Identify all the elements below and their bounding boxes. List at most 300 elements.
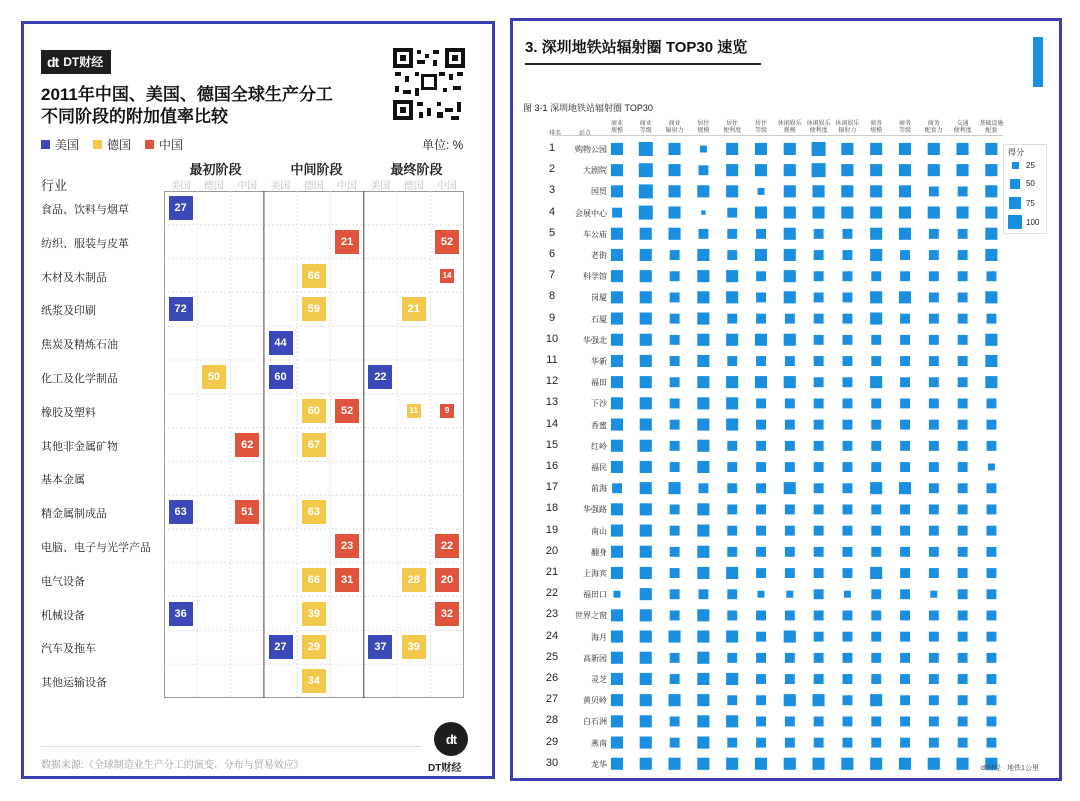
score-square [899, 143, 911, 155]
score-square [697, 376, 709, 388]
station-name: 大剧院 [583, 166, 607, 176]
legend-swatch-de [93, 140, 102, 149]
country-header: 美国 [170, 181, 191, 192]
score-square [640, 482, 652, 494]
station-name: 老街 [591, 251, 607, 260]
score-square [755, 334, 767, 346]
score-square [611, 737, 623, 749]
score-square [899, 482, 911, 494]
score-square [900, 420, 910, 430]
station-rank: 28 [545, 714, 559, 727]
score-square [929, 611, 939, 621]
score-square [813, 207, 825, 219]
score-square [612, 483, 622, 493]
score-square [871, 399, 881, 409]
score-square [785, 653, 795, 663]
score-square [812, 142, 826, 156]
score-square [755, 376, 767, 388]
unit-label: 单位: % [422, 138, 464, 152]
station-rank: 12 [545, 375, 559, 388]
score-square [611, 673, 623, 685]
station-header: 站点 [579, 131, 592, 137]
score-square [640, 440, 652, 452]
score-square [844, 591, 851, 598]
metric-header: 居住 规模 [697, 121, 710, 134]
score-square [640, 461, 652, 473]
score-square [985, 249, 997, 261]
score-square [669, 207, 681, 219]
score-square [841, 143, 853, 155]
score-square [871, 526, 881, 536]
score-square [958, 505, 968, 515]
score-square [640, 567, 652, 579]
value-cell: 28 [402, 568, 426, 592]
score-square [929, 229, 939, 239]
station-name: 岗厦 [591, 293, 607, 303]
score-square [958, 695, 968, 705]
score-square [987, 271, 997, 281]
legend-item-us [41, 136, 79, 153]
score-square [756, 611, 766, 621]
score-square [726, 673, 738, 685]
station-rank: 20 [545, 544, 559, 557]
score-square [639, 142, 653, 156]
score-square [957, 164, 969, 176]
score-square [900, 399, 910, 409]
station-rank: 25 [545, 650, 559, 663]
score-square [701, 210, 705, 214]
value-cell: 67 [302, 433, 326, 457]
station-rank: 1 [548, 142, 556, 154]
score-square [987, 738, 997, 748]
score-square [784, 270, 796, 282]
score-square [985, 207, 997, 219]
score-square [670, 314, 680, 324]
score-square [727, 611, 737, 621]
score-square [985, 334, 997, 346]
station-name: 福田口 [583, 590, 607, 600]
score-square [900, 505, 910, 515]
country-header: 美国 [270, 181, 291, 192]
station-name: 华新 [591, 357, 607, 366]
score-square [785, 611, 795, 621]
score-square [929, 271, 939, 281]
score-square [640, 694, 652, 706]
station-name: 燕南 [591, 738, 607, 748]
station-name: 黄贝岭 [583, 696, 607, 706]
score-square [640, 419, 652, 431]
score-square [670, 399, 680, 409]
station-name: 世界之窗 [575, 611, 607, 621]
score-square [640, 758, 652, 770]
score-square [843, 399, 853, 409]
score-square [843, 377, 853, 387]
figure-subtitle: 图 3-1 深圳地铁站辐射圈 TOP30 [523, 103, 653, 113]
score-square [670, 653, 680, 663]
score-square [871, 653, 881, 663]
score-square [900, 271, 910, 281]
score-square [900, 674, 910, 684]
score-square [987, 589, 997, 599]
score-square [611, 291, 623, 303]
score-square [785, 547, 795, 557]
score-square [785, 356, 795, 366]
country-header: 美国 [370, 181, 391, 192]
score-square [814, 356, 824, 366]
score-square [697, 694, 709, 706]
score-square [727, 441, 737, 451]
score-square [814, 399, 824, 409]
station-name: 香蜜 [591, 420, 607, 430]
score-square [900, 611, 910, 621]
station-rank: 5 [548, 226, 556, 239]
score-square [640, 673, 652, 685]
score-square [985, 228, 997, 240]
score-legend-value: 75 [1025, 198, 1035, 208]
industry-label: 其他运输设备 [41, 677, 107, 690]
score-square [843, 441, 853, 451]
score-square [611, 715, 623, 727]
score-square [611, 758, 623, 770]
right-chart-panel [510, 18, 1062, 781]
score-square [958, 420, 968, 430]
station-rank: 21 [545, 566, 559, 578]
station-rank: 8 [548, 290, 556, 303]
score-square [756, 695, 766, 705]
score-square [640, 546, 652, 558]
score-square [640, 249, 652, 261]
value-cell: 39 [302, 602, 326, 626]
score-square [756, 399, 766, 409]
score-square [726, 419, 738, 431]
score-square [871, 420, 881, 430]
score-legend-title: 得分 [1008, 148, 1024, 157]
score-square [756, 441, 766, 451]
score-square [985, 376, 997, 388]
score-square [987, 526, 997, 536]
section-heading: 3. 深圳地铁站辐射圈 TOP30 速览 [525, 39, 748, 56]
score-square [870, 185, 882, 197]
score-square [870, 313, 882, 325]
value-cell: 66 [302, 568, 326, 592]
industry-label: 电气设备 [41, 575, 85, 588]
score-square [899, 185, 911, 197]
stage-header-middle: 中间阶段 [290, 162, 343, 177]
industry-column-header: 行业 [41, 178, 68, 193]
score-square [669, 758, 681, 770]
score-square [640, 525, 652, 537]
score-square [758, 188, 765, 195]
value-cell: 60 [269, 365, 293, 389]
score-square [756, 420, 766, 430]
score-square [958, 335, 968, 345]
score-square [611, 249, 623, 261]
score-square [958, 462, 968, 472]
score-square [756, 229, 766, 239]
score-square [699, 229, 709, 239]
score-square [843, 483, 853, 493]
score-square [843, 420, 853, 430]
score-square [930, 591, 937, 598]
score-square [929, 695, 939, 705]
industry-label: 纸浆及印刷 [41, 305, 96, 318]
value-cell: 34 [302, 669, 326, 693]
station-name: 高新园 [583, 653, 607, 663]
score-square [640, 609, 652, 621]
score-square [870, 567, 882, 579]
score-square [987, 547, 997, 557]
score-square [987, 568, 997, 578]
score-square [640, 334, 652, 346]
score-square [756, 568, 766, 578]
score-square [957, 207, 969, 219]
score-square [988, 464, 995, 471]
industry-label: 电脑、电子与光学产品 [41, 541, 151, 554]
industry-label: 其他非金属矿物 [41, 440, 118, 453]
score-square [697, 440, 709, 452]
chart-title [41, 84, 333, 128]
station-rank: 6 [548, 248, 556, 260]
score-square [727, 250, 737, 260]
right-footer: dt财经 · 地铁1公里 [981, 765, 1039, 772]
score-square [871, 632, 881, 642]
score-square [785, 420, 795, 430]
score-square [871, 441, 881, 451]
score-square [843, 611, 853, 621]
score-square [755, 143, 767, 155]
station-rank: 3 [548, 184, 556, 197]
value-cell: 62 [235, 433, 259, 457]
value-cell: 21 [402, 297, 426, 321]
score-square [871, 356, 881, 366]
score-square [843, 547, 853, 557]
score-square [785, 738, 795, 748]
value-cell: 39 [402, 635, 426, 659]
score-square [929, 653, 939, 663]
score-square [640, 588, 652, 600]
score-grid [513, 21, 1065, 784]
score-square [756, 505, 766, 515]
station-name: 会展中心 [575, 208, 607, 218]
score-square [841, 207, 853, 219]
score-square [756, 717, 766, 727]
score-square [726, 143, 738, 155]
score-square [670, 526, 680, 536]
score-square [756, 271, 766, 281]
station-rank: 27 [545, 693, 559, 706]
score-square [726, 376, 738, 388]
score-square [727, 653, 737, 663]
score-square [843, 568, 853, 578]
score-square [755, 249, 767, 261]
score-square [958, 632, 968, 642]
score-square [669, 164, 681, 176]
value-cell: 63 [302, 500, 326, 524]
score-square [611, 419, 623, 431]
score-square [756, 526, 766, 536]
station-name: 车公庙 [583, 229, 607, 239]
score-square [669, 228, 681, 240]
score-square [727, 314, 737, 324]
score-square [900, 462, 910, 472]
score-square [843, 250, 853, 260]
score-square [899, 164, 911, 176]
score-square [670, 250, 680, 260]
station-name: 华强北 [583, 335, 607, 345]
country-header: 德国 [203, 181, 224, 192]
score-legend-item [1008, 215, 1039, 229]
score-square [611, 143, 623, 155]
score-square [785, 462, 795, 472]
score-square [814, 271, 824, 281]
station-name: 科学馆 [583, 272, 607, 282]
score-square [814, 250, 824, 260]
score-square [900, 377, 910, 387]
score-square [670, 589, 680, 599]
score-square [697, 673, 709, 685]
score-square [871, 271, 881, 281]
score-square [640, 355, 652, 367]
score-square [726, 334, 738, 346]
score-square [611, 334, 623, 346]
score-square [900, 250, 910, 260]
value-cell: 32 [435, 602, 459, 626]
score-square [987, 674, 997, 684]
score-square [843, 229, 853, 239]
score-square [611, 164, 623, 176]
score-square [640, 376, 652, 388]
score-square [899, 291, 911, 303]
score-square [843, 526, 853, 536]
score-square [611, 270, 623, 282]
station-name: 前海 [591, 484, 607, 494]
score-square [843, 695, 853, 705]
score-legend-swatch [1008, 215, 1022, 229]
score-square [639, 206, 653, 220]
score-square [756, 462, 766, 472]
score-square [870, 694, 882, 706]
value-cell: 14 [440, 269, 454, 283]
score-square [958, 187, 968, 197]
score-square [814, 547, 824, 557]
score-square [697, 737, 709, 749]
score-square [612, 208, 622, 218]
score-square [958, 356, 968, 366]
score-square [670, 462, 680, 472]
score-square [871, 505, 881, 515]
score-square [900, 653, 910, 663]
score-square [640, 737, 652, 749]
score-square [611, 376, 623, 388]
score-square [814, 674, 824, 684]
score-legend-swatch [1009, 197, 1021, 209]
score-square [726, 270, 738, 282]
score-square [727, 462, 737, 472]
score-square [670, 717, 680, 727]
score-square [697, 313, 709, 325]
score-square [843, 293, 853, 303]
legend [41, 136, 183, 153]
score-square [814, 377, 824, 387]
score-square [958, 250, 968, 260]
score-square [756, 653, 766, 663]
left-chart-panel [21, 21, 495, 779]
station-name: 白石洲 [583, 717, 607, 727]
value-cell: 59 [302, 297, 326, 321]
score-square [958, 314, 968, 324]
station-rank: 23 [545, 608, 559, 621]
score-square [813, 185, 825, 197]
score-square [929, 717, 939, 727]
industry-label: 食品、饮料与烟草 [41, 203, 129, 216]
score-square [843, 717, 853, 727]
score-square [899, 228, 911, 240]
score-square [900, 547, 910, 557]
value-cell: 31 [335, 568, 359, 592]
score-square [813, 694, 825, 706]
score-square [900, 695, 910, 705]
score-square [785, 717, 795, 727]
station-name: 翻身 [591, 547, 607, 557]
score-square [987, 611, 997, 621]
score-square [785, 399, 795, 409]
score-square [727, 738, 737, 748]
industry-label: 汽车及拖车 [41, 643, 96, 656]
score-square [726, 631, 738, 643]
score-square [640, 631, 652, 643]
score-square [611, 185, 623, 197]
score-legend-item [1008, 161, 1035, 170]
score-square [871, 589, 881, 599]
score-square [841, 758, 853, 770]
score-square [756, 547, 766, 557]
legend-label-us: 美国 [55, 138, 80, 152]
score-square [899, 758, 911, 770]
stage-header-initial: 最初阶段 [189, 162, 242, 177]
score-square [727, 483, 737, 493]
score-square [726, 397, 738, 409]
score-square [929, 187, 939, 197]
score-square [726, 185, 738, 197]
score-square [985, 355, 997, 367]
score-square [727, 695, 737, 705]
value-cell: 72 [169, 297, 193, 321]
score-square [611, 525, 623, 537]
score-square [785, 568, 795, 578]
chart-title-line2: 不同阶段的附加值率比较 [41, 107, 228, 126]
score-square [611, 228, 623, 240]
score-square [726, 758, 738, 770]
score-square [900, 632, 910, 642]
score-square [987, 441, 997, 451]
value-cell: 29 [302, 635, 326, 659]
station-rank: 14 [545, 417, 559, 430]
score-square [985, 164, 997, 176]
score-square [987, 483, 997, 493]
score-square [900, 568, 910, 578]
score-square [697, 758, 709, 770]
score-square [785, 674, 795, 684]
score-square [640, 270, 652, 282]
score-square [957, 143, 969, 155]
score-square [727, 589, 737, 599]
score-square [985, 291, 997, 303]
score-square [669, 482, 681, 494]
score-square [784, 143, 796, 155]
score-square [670, 674, 680, 684]
score-square [987, 420, 997, 430]
score-square [611, 440, 623, 452]
